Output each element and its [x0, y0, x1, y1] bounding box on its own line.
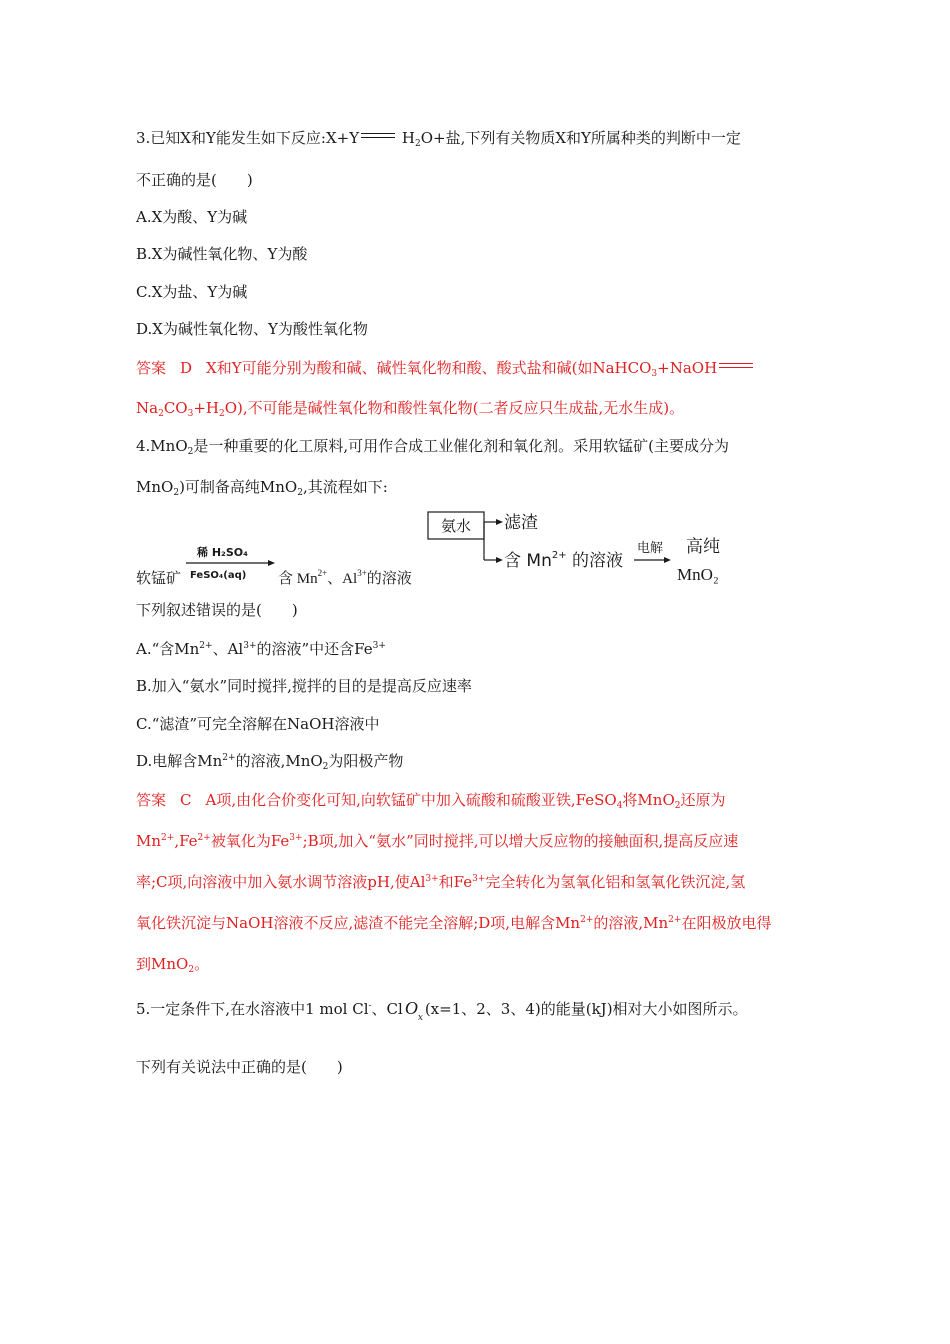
arrow-head-icon: [496, 519, 503, 525]
flow-electrolysis: 电解: [637, 541, 664, 556]
arrow-head-icon: [496, 557, 503, 563]
q4-option-d: D.电解含$Mn^{2+}$的溶液,MnO$_2$为阳极产物: [136, 752, 404, 772]
flow-box-label: 氨水: [440, 517, 472, 535]
q4-answer-line3: 率;C项,向溶液中加入氨水调节溶液pH,使$Al^{3+}$和$Fe^{3+}$完全转化为氢氧化铝和氢氧化铁沉淀,氢: [136, 873, 746, 891]
flow-mid-solution: 含 $Mn^{2+}$、$Al^{3+}$的溶液: [278, 568, 412, 587]
q4-option-a: A.“含$Mn^{2+}$、$Al^{3+}$的溶液”中还含$Fe^{3+}$: [136, 640, 386, 658]
flow-product-1: 高纯: [686, 537, 720, 557]
q4-option-c: C.“滤渣”可完全溶解在NaOH溶液中: [136, 715, 380, 733]
flow-reagent-top: 稀 H₂SO₄: [197, 546, 248, 559]
flow-solution: 含 $Mn^{2+}$ 的溶液: [504, 550, 624, 571]
q5-stem: 5.一定条件下,在水溶液中1 mol Cl-、Cl O x (x=1、2、3、4)的能量(kJ)相对大小如图所示。: [136, 994, 748, 1019]
flow-reagent-bottom: FeSO₄(aq): [190, 570, 247, 581]
q3-option-d: D.X为碱性氧化物、Y为酸性氧化物: [136, 320, 368, 338]
q4-answer-line5: 到MnO$_2$。: [136, 955, 210, 975]
q3-answer-line2: $Na_2CO_3+H_2O$),不可能是碱性氧化物和酸性氧化物(二者反应只生成盐,无水生成)。: [136, 399, 685, 419]
flow-start: 软锰矿: [136, 571, 182, 587]
q4-answer: 答案 C A项,由化合价变化可知,向软锰矿中加入硫酸和硫酸亚铁,FeSO$_4$将MnO$_2$还原为: [136, 791, 726, 811]
q4-answer-line4: 氧化铁沉淀与NaOH溶液不反应,滤渣不能完全溶解;D项,电解含$Mn^{2+}$的溶液$,Mn^{2+}$在阳极放电得: [136, 914, 772, 932]
q5-question: 下列有关说法中正确的是( ): [136, 1058, 343, 1076]
q4-answer-line2: $Mn^{2+},Fe^{2+}$被氧化为$Fe^{3+};B$项,加入“氨水”同时搅拌,可以增大反应物的接触面积,提高反应速: [136, 832, 739, 850]
q3-answer: 答案 D X和Y可能分别为酸和碱、碱性氧化物和酸、酸式盐和碱(如NaHCO$_3$+NaOH: [136, 358, 755, 378]
q3-option-a: A.X为酸、Y为碱: [136, 208, 248, 226]
arrow-head-icon: [664, 557, 671, 563]
arrow-head-icon: [268, 560, 275, 566]
q4-question: 下列叙述错误的是( ): [136, 601, 298, 619]
clox-formula: O x: [404, 998, 423, 1023]
q3-option-c: C.X为盐、Y为碱: [136, 283, 248, 301]
q3-stem: 3.已知X和Y能发生如下反应:X+Y $H_2O+$盐,下列有关物质X和Y所属种类的判断中一定: [136, 129, 741, 149]
q4-option-b: B.加入“氨水”同时搅拌,搅拌的目的是提高反应速率: [136, 677, 472, 695]
flow-product-2: MnO₂: [677, 565, 719, 584]
q4-stem: 4.MnO$_2$是一种重要的化工原料,可用作合成工业催化剂和氧化剂。采用软锰矿(主要成分为: [136, 437, 729, 457]
q3-stem-line2: 不正确的是( ): [136, 171, 253, 189]
q4-stem-line2: MnO$_2$)可制备高纯MnO$_2$,其流程如下:: [136, 478, 388, 498]
flow-residue: 滤渣: [504, 513, 538, 533]
q3-option-b: B.X为碱性氧化物、Y为酸: [136, 245, 308, 263]
